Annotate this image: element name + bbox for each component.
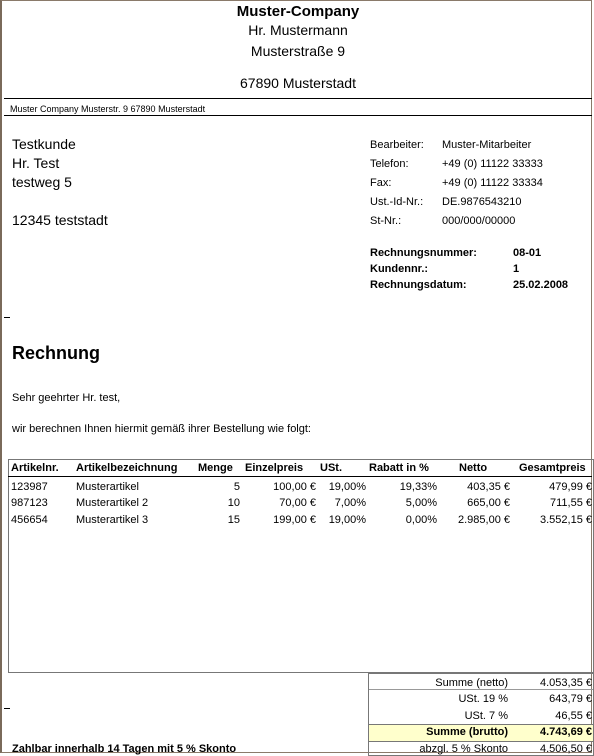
company-name: Muster-Company: [236, 3, 360, 20]
table-cell: Musterartikel 3: [76, 514, 149, 526]
fold-mark: [4, 317, 10, 318]
table-cell: 19,00%: [328, 514, 366, 526]
ust19-value: 643,79 €: [549, 693, 592, 705]
table-cell: 70,00 €: [279, 497, 316, 509]
sender-line: Muster Company Musterstr. 9 67890 Musterstadt: [10, 104, 206, 114]
col-header-einzelpreis: Einzelpreis: [245, 462, 304, 474]
invoice-number-value: 08-01: [513, 247, 542, 259]
table-cell: 123987: [11, 481, 48, 493]
sender-divider: [4, 115, 592, 116]
table-cell: Musterartikel: [76, 481, 139, 493]
table-header-divider: [8, 476, 592, 477]
recipient-name: Testkunde: [12, 136, 76, 152]
table-cell: 456654: [11, 514, 48, 526]
customer-number-value: 1: [513, 263, 520, 275]
table-cell: 403,35 €: [467, 481, 510, 493]
table-cell: 199,00 €: [273, 514, 316, 526]
meta-label-fax: Fax:: [370, 177, 392, 189]
table-cell: 5,00%: [405, 497, 437, 509]
ust19-label: USt. 19 %: [458, 693, 508, 705]
col-header-ust: USt.: [320, 462, 342, 474]
table-cell: 15: [227, 514, 240, 526]
table-cell: 5: [233, 481, 240, 493]
totals-divider: [369, 689, 593, 690]
total-brutto-value: 4.743,69 €: [540, 726, 592, 738]
recipient-city: 12345 teststadt: [12, 212, 108, 228]
recipient-contact: Hr. Test: [12, 155, 60, 171]
salutation: Sehr geehrter Hr. test,: [12, 392, 121, 404]
meta-label-stnr: St-Nr.:: [370, 215, 402, 227]
meta-label-telefon: Telefon:: [370, 158, 409, 170]
meta-label-bearbeiter: Bearbeiter:: [370, 139, 424, 151]
meta-value-fax: +49 (0) 11122 33334: [442, 177, 543, 189]
skonto-label: abzgl. 5 % Skonto: [419, 743, 508, 755]
recipient-street: testweg 5: [12, 174, 72, 190]
col-header-menge: Menge: [198, 462, 233, 474]
col-header-artikelnr: Artikelnr.: [11, 462, 59, 474]
ust7-label: USt. 7 %: [464, 710, 508, 722]
col-header-gesamtpreis: Gesamtpreis: [519, 462, 586, 474]
table-cell: 2.985,00 €: [458, 514, 510, 526]
table-cell: Musterartikel 2: [76, 497, 149, 509]
invoice-date-label: Rechnungsdatum:: [370, 279, 467, 291]
company-city: 67890 Musterstadt: [240, 75, 356, 91]
meta-label-ustid: Ust.-Id-Nr.:: [370, 196, 424, 208]
col-header-rabatt: Rabatt in %: [369, 462, 429, 474]
page-title: Rechnung: [12, 343, 100, 363]
fold-mark-bottom: [4, 708, 10, 709]
total-netto-value: 4.053,35 €: [540, 677, 592, 689]
company-street: Musterstraße 9: [250, 43, 346, 59]
meta-value-telefon: +49 (0) 11122 33333: [442, 158, 543, 170]
table-cell: 0,00%: [405, 514, 437, 526]
meta-value-bearbeiter: Muster-Mitarbeiter: [442, 139, 532, 151]
col-header-netto: Netto: [459, 462, 488, 474]
total-brutto-label: Summe (brutto): [426, 726, 508, 738]
table-cell: 100,00 €: [273, 481, 316, 493]
header-divider: [4, 98, 592, 99]
col-header-bezeichnung: Artikelbezeichnung: [76, 462, 178, 474]
invoice-number-label: Rechnungsnummer:: [370, 247, 477, 259]
table-cell: 987123: [11, 497, 48, 509]
table-cell: 479,99 €: [549, 481, 592, 493]
table-cell: 7,00%: [334, 497, 366, 509]
ust7-value: 46,55 €: [555, 710, 592, 722]
customer-number-label: Kundennr.:: [370, 263, 429, 275]
total-netto-label: Summe (netto): [435, 677, 508, 689]
table-cell: 19,33%: [399, 481, 437, 493]
meta-value-ustid: DE.9876543210: [442, 196, 522, 208]
invoice-date-value: 25.02.2008: [513, 279, 569, 291]
table-cell: 3.552,15 €: [540, 514, 592, 526]
skonto-value: 4.506,50 €: [540, 743, 592, 755]
company-owner: Hr. Mustermann: [248, 22, 348, 38]
table-cell: 10: [227, 497, 240, 509]
table-cell: 19,00%: [328, 481, 366, 493]
table-cell: 711,55 €: [549, 497, 592, 509]
table-cell: 665,00 €: [467, 497, 510, 509]
intro-text: wir berechnen Ihnen hiermit gemäß ihrer Bestellung wie folgt:: [12, 423, 311, 435]
meta-value-stnr: 000/000/00000: [442, 215, 516, 227]
payment-terms: Zahlbar innerhalb 14 Tagen mit 5 % Skonto: [12, 743, 237, 755]
